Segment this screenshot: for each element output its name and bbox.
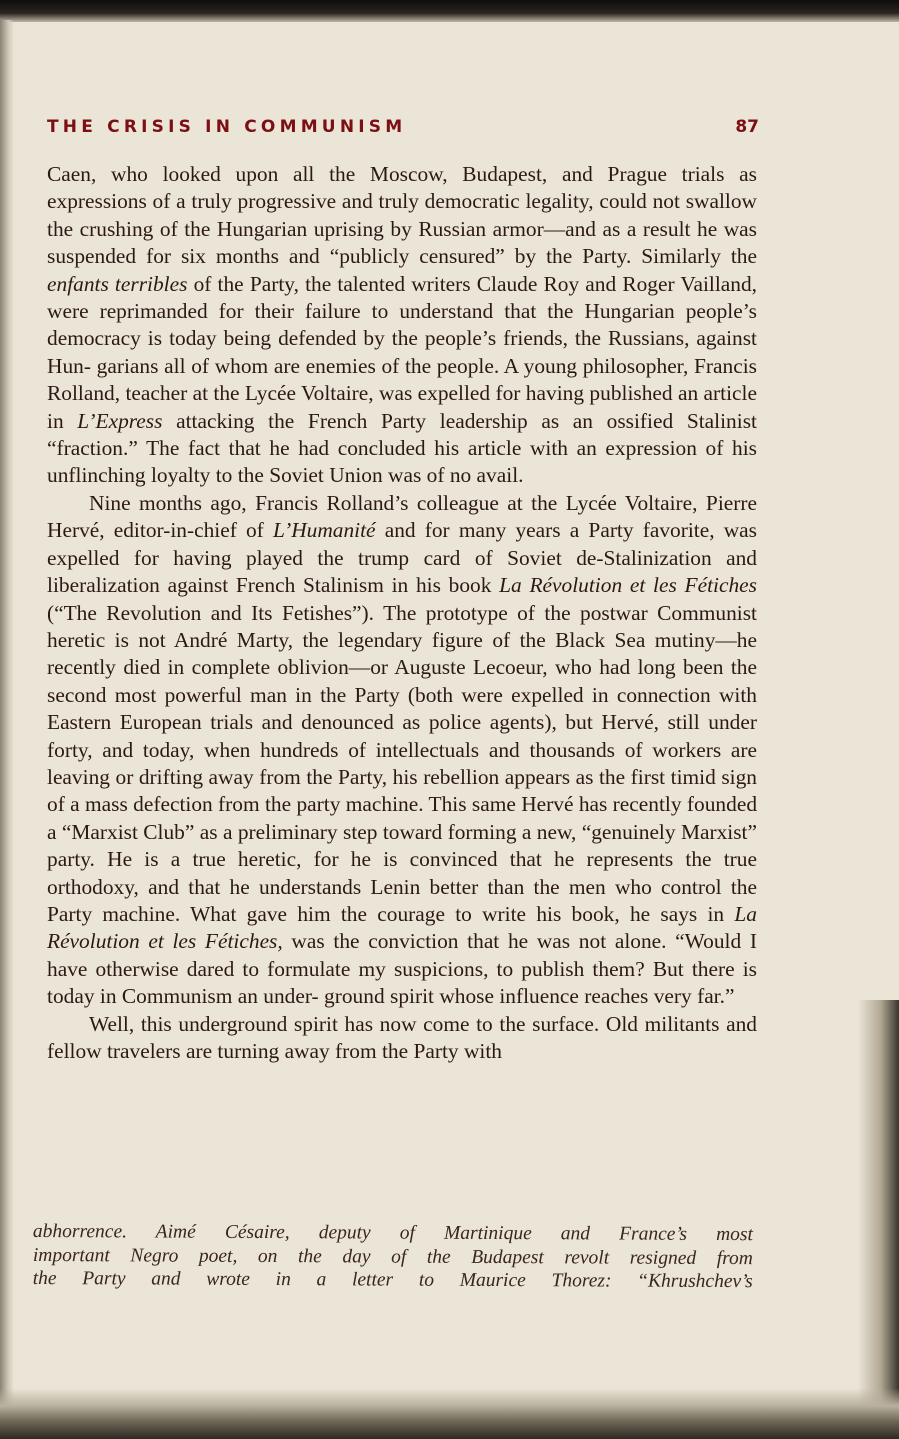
text-line: complete oblivion—or Auguste Lecoeur, who had long been the second (47, 655, 758, 707)
page-bottom-shadow (0, 1388, 899, 1439)
text-line: Pierre Hervé, editor-in-chief of (47, 490, 757, 543)
text-line: he was not alone. “Would I have otherwise dared to formulate my (47, 929, 757, 981)
page-left-gutter-shadow (0, 20, 14, 1439)
text-line: the Party and wrote in a letter to Maurice Thorez: “Khrushchev’s (32, 1267, 753, 1293)
text-line: Well, this underground spirit has now come to the surface. Old (89, 1011, 638, 1036)
text-line: censured” by the Party. Similarly the (419, 244, 757, 269)
running-head-title: THE CRISIS IN COMMUNISM (47, 117, 407, 137)
text-line: most powerful man in the Party (both were expelled in connection (114, 682, 711, 707)
text-line: suspicions, to publish them? But there is today in Communism an under- (47, 956, 757, 1009)
paragraph-1 (47, 161, 757, 490)
text-line: abhorrence. Aimé Césaire, deputy of Martinique and France’s most (32, 1221, 753, 1246)
text-line: the legendary figure of the Black Sea mutiny—he recently died in (47, 627, 757, 680)
text-line: Party favorite, was expelled for having played the trump card of Soviet (47, 518, 757, 570)
italic-phrase: La Révolution et les Fétiches, (47, 901, 757, 954)
text-line: as expressions of a truly progressive and truly democratic legality, (47, 162, 757, 214)
paragraph-3-start (47, 1011, 757, 1066)
paragraph-2 (47, 490, 757, 1011)
text-line: Caen, who looked upon all the Moscow, Budapest, and Prague trials (47, 162, 725, 186)
text-line: important Negro poet, on the day of the Budapest revolt resigned from (32, 1244, 753, 1269)
text-line: article with an expression of his unflinching loyalty to the Soviet (47, 436, 757, 488)
text-line: could not swallow the crushing of the Hungarian uprising by Russian (47, 189, 757, 241)
text-line: party. He is a true heretic, for he is convinced that he represents the (47, 847, 712, 872)
text-line: control the Party machine. What gave him the courage to write his (47, 874, 757, 926)
text-line: militants and fellow travelers are turning away from the Party with (47, 1011, 757, 1063)
page-number: 87 (735, 117, 759, 137)
page-right-curl-shadow (858, 1000, 899, 1439)
text-line: true orthodoxy, and that he understands Lenin better than the men who (47, 847, 757, 899)
text-line: armor—and as a result he was suspended for six months and “publicly (47, 216, 757, 269)
text-line: and for many years a (375, 518, 580, 543)
text-line: today being defended by the people’s friends, the Russians, against Hun- (47, 326, 757, 378)
italic-phrase: L’Express (77, 408, 163, 433)
text-line: rebellion appears as the first timid sign of a mass defection from the (47, 764, 757, 817)
text-line: as an ossified Stalinist “fraction.” The fact that he had concluded his (47, 408, 757, 461)
italic-phrase: enfants terribles (47, 271, 188, 296)
italic-phrase: L’Humanité (272, 518, 376, 543)
text-line: party machine. This same Hervé has recently founded a “Marxist Club” (47, 792, 758, 844)
text-line: attacking the French Party leadership (162, 408, 528, 433)
text-line: talented writers Claude Roy and Roger Vailland, were reprimanded for (47, 271, 758, 324)
text-line: their failure to understand that the Hungarian people’s democracy is (47, 299, 757, 351)
text-line: book, he says in (571, 901, 735, 926)
text-line: published an article in (47, 381, 757, 433)
running-head (47, 115, 759, 139)
text-line: Nine months ago, Francis Rolland’s colleague at the Lycée Voltaire, (89, 490, 698, 515)
italic-phrase: La Révolution et les Fétiches (499, 573, 757, 598)
text-line: as a preliminary step toward forming a new, “genuinely Marxist” (199, 819, 757, 844)
body-text (47, 161, 757, 1065)
text-line: The prototype of the postwar Communist heretic is not André Marty, (47, 600, 757, 652)
text-line: of the Party, the (187, 271, 332, 296)
paragraph-3-italic-continuation (33, 1220, 753, 1294)
page-top-shadow (0, 0, 899, 22)
text-line: ground spirit whose influence reaches very far.” (324, 984, 735, 1009)
text-line: with Eastern European trials and denounced as police agents), but (47, 682, 757, 735)
text-line: Hervé, still under forty, and today, when hundreds of intellectuals and (47, 710, 757, 762)
text-line: de-Stalinization and liberalization against French Stalinism in his book (47, 545, 757, 598)
text-line: (“The Revolution and Its Fetishes”). (47, 600, 375, 625)
text-line: thousands of workers are leaving or drifting away from the Party, his (47, 737, 757, 789)
text-line: Francis Rolland, teacher at the Lycée Voltaire, was expelled for having (47, 353, 757, 406)
text-line: was the conviction that (282, 929, 500, 954)
text-line: garians all of whom are enemies of the people. A young philosopher, (96, 353, 689, 378)
text-line: Union was of no avail. (329, 463, 524, 488)
